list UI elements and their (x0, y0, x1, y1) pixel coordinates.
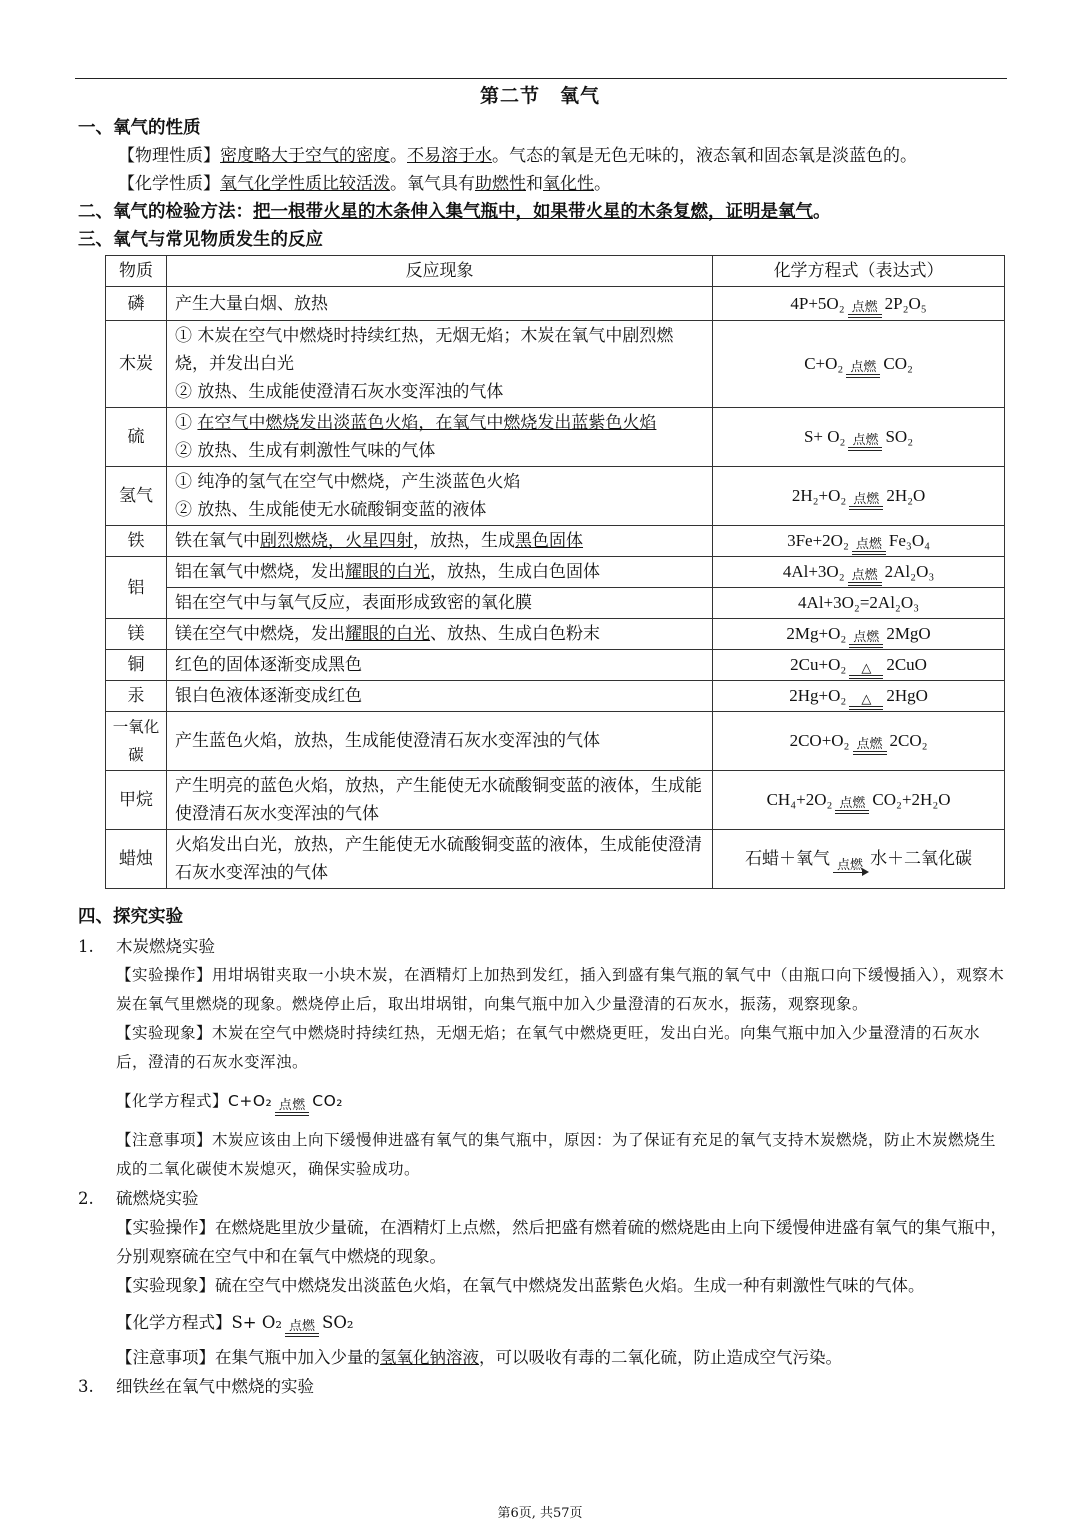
top-rule (75, 78, 1007, 79)
experiment-2: 2. 硫燃烧实验 【实验操作】在燃烧匙里放少量硫，在酒精灯上点燃，然后把盛有燃着硫的燃烧匙由上向下缓慢伸进盛有氧气的集气瓶中，分别观察硫在空气中和在氧气中燃烧的现象。 【实验现象】硫在空气中燃烧发出淡蓝色火焰，在氧气中燃烧发出蓝紫色火焰。生成一种有刺激性气味的气体。 【化学方程式】 S+ O₂ 点燃 SO₂ 【注意事项】在集气瓶中加入少量的氢氧化钠溶液，可以吸收有毒的二氧化硫，防止造成空气污染。 (78, 1189, 1007, 1367)
table-header-row: 物质 反应现象 化学方程式（表达式） (106, 256, 1005, 287)
equation: CH₄+2O₂ 点燃 CO₂+2H₂O (713, 771, 1005, 830)
table-row: 铝 铝在氧气中燃烧，发出耀眼的白光，放热，生成白色固体 4Al+3O₂ 点燃 2Al₂O₃ (106, 557, 1005, 588)
section-experiments (78, 903, 1008, 1401)
table-row: 氢气 ① 纯净的氢气在空气中燃烧，产生淡蓝色火焰 ② 放热、生成能使无水硫酸铜变蓝的液体 2H₂+O₂ 点燃 2H₂O (106, 467, 1005, 526)
table-row: 蜡烛 火焰发出白光，放热，产生能使无水硫酸铜变蓝的液体，生成能使澄清石灰水变浑浊的气体 石蜡＋氧气 点燃 水＋二氧化碳 (106, 830, 1005, 889)
equation: 2Cu+O₂ △ 2CuO (713, 650, 1005, 681)
equation: 2Mg+O₂ 点燃 2MgO (713, 619, 1005, 650)
equation: 4Al+3O₂=2Al₂O₃ (713, 588, 1005, 619)
equation: 4Al+3O₂ 点燃 2Al₂O₃ (713, 557, 1005, 588)
test-method: 二、氧气的检验方法：把一根带火星的木条伸入集气瓶中，如果带火星的木条复燃，证明是氧气。 (78, 202, 831, 222)
table-row: 汞 银白色液体逐渐变成红色 2Hg+O₂ △ 2HgO (106, 681, 1005, 712)
equation: 【化学方程式】 S+ O₂ 点燃 SO₂ (116, 1308, 1008, 1337)
section-heading: 一、氧气的性质 (78, 118, 201, 138)
table-row: 甲烷 产生明亮的蓝色火焰，放热，产生能使无水硫酸铜变蓝的液体，生成能使澄清石灰水变浑浊的气体 CH₄+2O₂ 点燃 CO₂+2H₂O (106, 771, 1005, 830)
page-title: 第二节 氧气 (479, 85, 600, 107)
section-heading: 三、氧气与常见物质发生的反应 (78, 230, 323, 250)
chemical-properties: 【化学性质】氧气化学性质比较活泼。氧气具有助燃性和氧化性。 (118, 174, 611, 194)
table-row: 一氧化碳 产生蓝色火焰，放热，生成能使澄清石灰水变浑浊的气体 2CO+O₂ 点燃 2CO₂ (106, 712, 1005, 771)
table-row: 铜 红色的固体逐渐变成黑色 2Cu+O₂ △ 2CuO (106, 650, 1005, 681)
table-row: 磷 产生大量白烟、放热 4P+5O₂ 点燃 2P₂O₅ (106, 287, 1005, 321)
table-row: 铁 铁在氧气中剧烈燃烧，火星四射，放热，生成黑色固体 3Fe+2O₂ 点燃 Fe₃O₄ (106, 526, 1005, 557)
equation: 【化学方程式】 C+O₂ 点燃 CO₂ (116, 1087, 1008, 1116)
experiment-1: 1. 木炭燃烧实验 【实验操作】用坩埚钳夹取一小块木炭，在酒精灯上加热到发红，插入到盛有集气瓶的氧气中（由瓶口向下缓慢插入），观察木炭在氧气里燃烧的现象。燃烧停止后，取出坩埚钳，向集气瓶中加入少量澄清的石灰水，振荡，观察现象。 【实验现象】木炭在空气中燃烧时持续红热，无烟无焰；在氧气中燃烧更旺，发出白光。向集气瓶中加入少量澄清的石灰水后，澄清的石灰水变浑浊。 【化学方程式】 C+O₂ 点燃 CO₂ 【注意事项】木炭应该由上向下缓慢伸进盛有氧气的集气瓶中，原因：为了保证有充足的氧气支持木炭燃烧，防止木炭燃烧生成的二氧化碳使木炭熄灭，确保实验成功。 (78, 932, 1008, 1184)
equation: 3Fe+2O₂ 点燃 Fe₃O₄ (713, 526, 1005, 557)
equation: 2CO+O₂ 点燃 2CO₂ (713, 712, 1005, 771)
table-row: 硫 ① 在空气中燃烧发出淡蓝色火焰，在氧气中燃烧发出蓝紫色火焰 ② 放热、生成有刺激性气味的气体 S+ O₂ 点燃 SO₂ (106, 408, 1005, 467)
equation: 2Hg+O₂ △ 2HgO (713, 681, 1005, 712)
page-footer: 第6页, 共57页 (497, 1506, 583, 1521)
equation: 2H₂+O₂ 点燃 2H₂O (713, 467, 1005, 526)
section-properties (78, 114, 1008, 254)
table-row: 铝在空气中与氧气反应，表面形成致密的氧化膜 4Al+3O₂=2Al₂O₃ (106, 588, 1005, 619)
equation: 石蜡＋氧气 点燃 水＋二氧化碳 (713, 830, 1005, 889)
reaction-table (105, 255, 1005, 889)
equation: 4P+5O₂ 点燃 2P₂O₅ (713, 287, 1005, 321)
table-row: 镁 镁在空气中燃烧，发出耀眼的白光、放热、生成白色粉末 2Mg+O₂ 点燃 2MgO (106, 619, 1005, 650)
equation: C+O₂ 点燃 CO₂ (713, 321, 1005, 408)
physical-properties: 【物理性质】密度略大于空气的密度。不易溶于水。气态的氧是无色无味的，液态氧和固态氧是淡蓝色的。 (118, 146, 917, 166)
equation: S+ O₂ 点燃 SO₂ (713, 408, 1005, 467)
experiment-3: 3. 细铁丝在氧气中燃烧的实验 (78, 1377, 314, 1396)
table-row: 木炭 ① 木炭在空气中燃烧时持续红热，无烟无焰；木炭在氧气中剧烈燃烧，并发出白光 ② 放热、生成能使澄清石灰水变浑浊的气体 C+O₂ 点燃 CO₂ (106, 321, 1005, 408)
section-heading: 四、探究实验 (78, 907, 183, 927)
